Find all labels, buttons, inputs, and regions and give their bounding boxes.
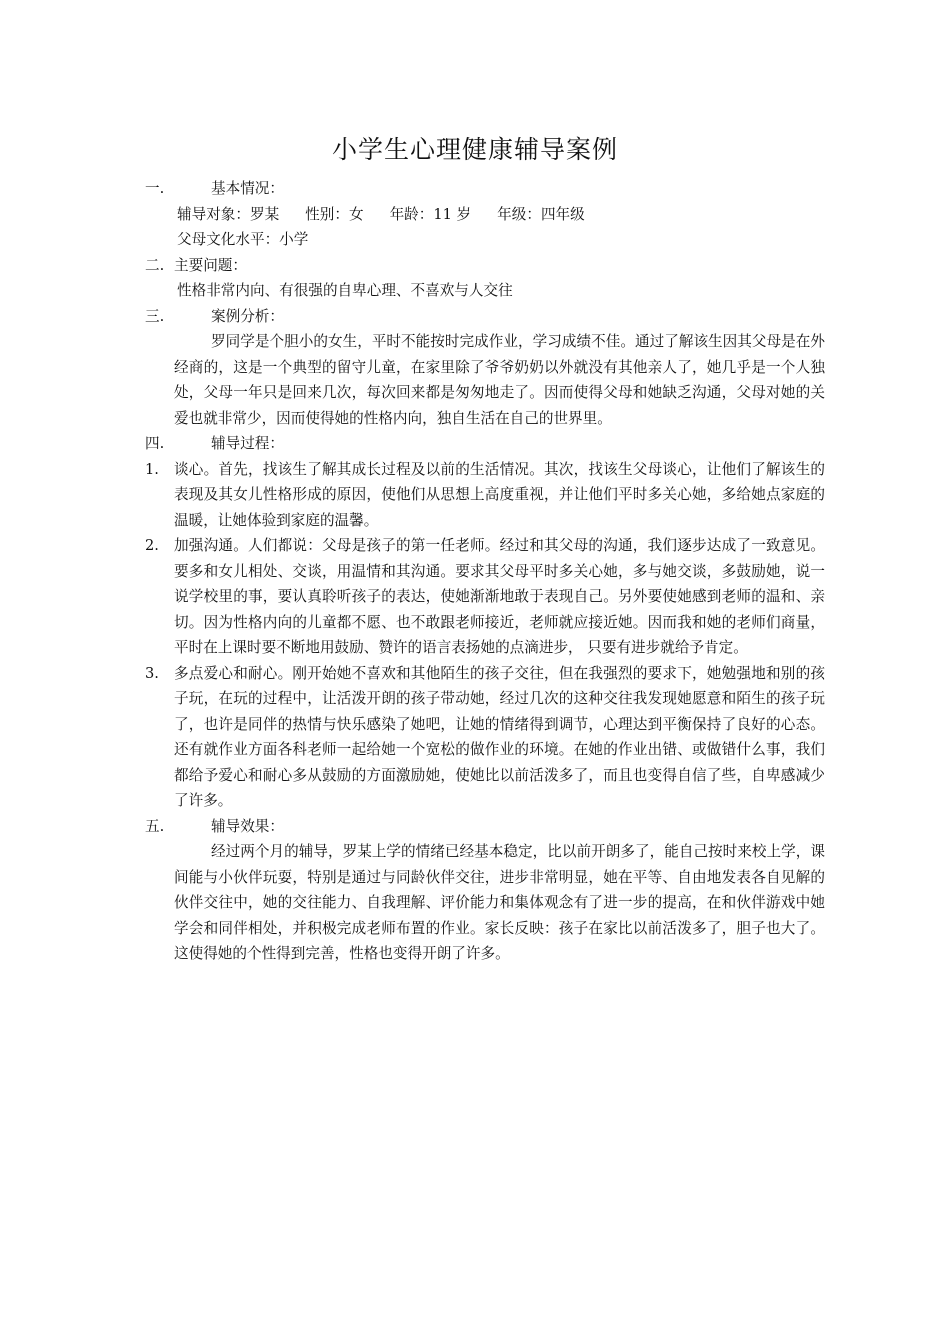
- list-item-text: 加强沟通。人们都说：父母是孩子的第一任老师。经过和其父母的沟通，我们逐步达成了一致意见。要多和女儿相处、交谈，用温情和其沟通。要求其父母平时多关心她，多与她交谈，多鼓励她，说一说学校里的事，要认真聆听孩子的表达，使她渐渐地敢于表现自己。另外要使她感到老师的温和、亲切。因为性格内向的儿童都不愿、也不敢跟老师接近，老师就应接近她。因而我和她的老师们商量，平时在上课时要不断地用鼓励、赞许的语言表扬她的点滴进步， 只要有进步就给予肯定。: [174, 537, 825, 656]
- list-item: [145, 533, 825, 661]
- section-number: 二.: [145, 256, 165, 274]
- section-5-heading: [145, 814, 825, 840]
- section-heading: 基本情况：: [211, 180, 284, 197]
- list-item-text: 谈心。首先，找该生了解其成长过程及以前的生活情况。其次，找该生父母谈心，让他们了解该生的表现及其女儿性格形成的原因，使他们从思想上高度重视，并让他们平时多关心她，多给她点家庭的温暖，让她体验到家庭的温馨。: [174, 460, 825, 529]
- section-number: 三.: [145, 307, 165, 325]
- section-number: 一.: [145, 180, 165, 197]
- section-heading: 案例分析：: [211, 307, 284, 325]
- list-item-text: 多点爱心和耐心。刚开始她不喜欢和其他陌生的孩子交往，但在我强烈的要求下，她勉强地和别的孩子玩，在玩的过程中，让活泼开朗的孩子带动她，经过几次的这种交往我发现她愿意和陌生的孩子玩了，也许是同伴的热情与快乐感染了她吧，让她的情绪得到调节，心理达到平衡保持了良好的心态。还有就作业方面各科老师一起给她一个宽松的做作业的环境。在她的作业出错、或做错什么事，我们都给予爱心和耐心多从鼓励的方面激励她，使她比以前活泼多了，而且也变得自信了些，自卑感减少了许多。: [174, 664, 825, 809]
- list-item-number: 1.: [145, 460, 159, 478]
- basic-info-line: [145, 202, 825, 228]
- grade-field: 年级：四年级: [497, 205, 585, 223]
- section-2-heading: [145, 253, 825, 279]
- document-title: 小学生心理健康辅导案例: [331, 135, 618, 164]
- list-item: [145, 661, 825, 814]
- document-body: [145, 176, 825, 967]
- age-field: 年龄：11 岁: [389, 205, 472, 223]
- section-heading: 辅导效果：: [211, 817, 284, 835]
- section-number: 四.: [145, 435, 165, 452]
- list-item-number: 2.: [145, 537, 159, 554]
- parents-education-field: 父母文化水平：小学: [177, 231, 309, 248]
- gender-field: 性别：女: [305, 205, 364, 223]
- main-problem-text: 性格非常内向、有很强的自卑心理、不喜欢与人交往: [177, 282, 513, 299]
- list-item-number: 3.: [145, 664, 159, 682]
- subject-field: 辅导对象：罗某: [177, 205, 280, 223]
- section-number: 五.: [145, 817, 165, 835]
- section-heading: 主要问题：: [174, 256, 247, 274]
- section-1-heading: [145, 176, 825, 202]
- section-heading: 辅导过程：: [211, 435, 284, 452]
- section-4-heading: [145, 431, 825, 457]
- section-3-heading: [145, 304, 825, 330]
- case-analysis-paragraph: 罗同学是个胆小的女生，平时不能按时完成作业，学习成绩不佳。通过了解该生因其父母是在外经商的，这是一个典型的留守儿童，在家里除了爷爷奶奶以外就没有其他亲人了，她几乎是一个人独处，父母一年只是回来几次，每次回来都是匆匆地走了。因而使得父母和她缺乏沟通，父母对她的关爱也就非常少，因而使得她的性格内向，独自生活在自己的世界里。: [174, 333, 825, 427]
- list-item: [145, 457, 825, 534]
- outcome-paragraph: 经过两个月的辅导，罗某上学的情绪已经基本稳定，比以前开朗多了，能自己按时来校上学，课间能与小伙伴玩耍，特别是通过与同龄伙伴交往，进步非常明显，她在平等、自由地发表各自见解的伙伴交往中，她的交往能力、自我理解、评价能力和集体观念有了进一步的提高，在和伙伴游戏中她学会和同伴相处，并积极完成老师布置的作业。家长反映：孩子在家比以前活泼多了，胆子也大了。这使得她的个性得到完善，性格也变得开朗了许多。: [174, 843, 825, 962]
